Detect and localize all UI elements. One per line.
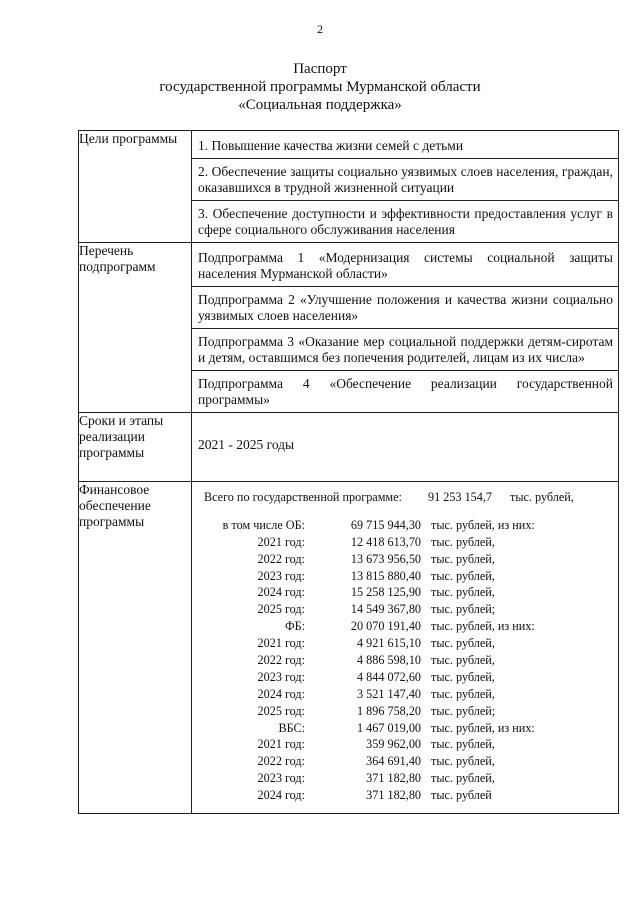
subprograms-label: Перечень подпрограмм [79,243,192,413]
finance-total-label: Всего по государственной программе: [204,490,402,504]
goal-item: 3. Обеспечение доступности и эффективности предоставления услуг в сфере социального обслуживания населения [192,200,618,242]
page-number: 2 [317,22,323,36]
finance-row-label: 2023 год: [257,771,305,786]
goals-row [79,131,619,243]
finance-row-item [198,652,612,669]
subprogram-item: Подпрограмма 1 «Модернизация системы социальной защиты населения Мурманской области» [198,250,613,281]
goal-item: 2. Обеспечение защиты социально уязвимых слоев населения, граждан, оказавшихся в трудной жизненной ситуации [192,158,618,200]
finance-row-item [198,618,612,635]
finance-row-value: 4 844 072,60 [357,669,421,684]
subprogram-item: Подпрограмма 4 «Обеспечение реализации государственной программы» [192,370,618,412]
finance-row-value: 364 691,40 [366,754,421,769]
finance-row-unit: тыс. рублей, [431,585,495,600]
finance-row-value: 13 815 880,40 [350,568,421,583]
finance-row-label: 2023 год: [257,568,305,583]
subprograms-row [79,243,619,413]
finance-row-unit: тыс. рублей, [431,551,495,566]
document-title [0,60,640,114]
finance-row-unit: тыс. рублей, [431,636,495,651]
finance-row-value: 14 549 367,80 [350,602,421,617]
finance-row-unit: тыс. рублей, из них: [431,720,535,735]
finance-row-unit: тыс. рублей, [431,771,495,786]
finance-total-value: 91 253 154,7 [428,490,492,504]
subprogram-item: Подпрограмма 3 «Оказание мер социальной поддержки детям-сиротам и детям, оставшимся без попечения родителей, лицам из их числа» [192,328,618,370]
finance-row-label: 2024 год: [257,686,305,701]
finance-row-label: 2021 год: [257,737,305,752]
finance-row-value: 69 715 944,30 [350,517,421,532]
finance-row-value: 12 418 613,70 [350,534,421,549]
finance-total [198,489,612,506]
title-line-3: «Социальная поддержка» [238,97,402,113]
subprograms-cell [192,243,619,413]
finance-row-unit: тыс. рублей, [431,534,495,549]
finance-row-value: 4 921 615,10 [357,636,421,651]
finance-row-item [198,534,612,551]
finance-row-unit: тыс. рублей; [431,602,496,617]
finance-content [192,482,618,813]
finance-row-unit: тыс. рублей, из них: [431,619,535,634]
finance-row-item [198,669,612,686]
finance-row-unit: тыс. рублей [431,788,492,803]
finance-row-unit: тыс. рублей, [431,653,495,668]
finance-row-label: 2024 год: [257,585,305,600]
finance-row-unit: тыс. рублей, [431,754,495,769]
finance-row-item [198,753,612,770]
finance-row-label: ФБ: [284,619,305,634]
finance-row-label: в том числе ОБ: [222,517,305,532]
finance-row-unit: тыс. рублей, [431,568,495,583]
finance-row-item [198,635,612,652]
finance-row-item [198,551,612,568]
finance-row-value: 20 070 191,40 [350,619,421,634]
finance-row-label: 2024 год: [257,788,305,803]
finance-row-label: 2025 год: [257,602,305,617]
finance-label: Финансовое обеспечение программы [79,482,192,814]
finance-cell [192,482,619,814]
goals-label: Цели программы [79,131,192,243]
finance-row [79,482,619,814]
finance-breakdown [198,517,612,804]
finance-row-value: 1 467 019,00 [357,720,421,735]
finance-row-value: 15 258 125,90 [350,585,421,600]
passport-table [78,130,619,814]
finance-row-label: 2021 год: [257,534,305,549]
terms-row [79,413,619,482]
finance-row-item [198,787,612,804]
finance-row-value: 4 886 598,10 [357,653,421,668]
finance-row-item [198,568,612,585]
finance-row-value: 371 182,80 [366,788,421,803]
finance-row-item [198,736,612,753]
finance-row-value: 1 896 758,20 [357,703,421,718]
finance-row-value: 359 962,00 [366,737,421,752]
title-line-1: Паспорт [293,61,347,77]
finance-row-item [198,720,612,737]
terms-cell [192,413,619,482]
subprogram-item: Подпрограмма 2 «Улучшение положения и качества жизни социально уязвимых слоев населения» [192,286,618,328]
finance-row-unit: тыс. рублей; [431,703,496,718]
finance-row-label: 2022 год: [257,551,305,566]
terms-value: 2021 - 2025 годы [198,437,295,452]
finance-row-unit: тыс. рублей, [431,737,495,752]
finance-row-label: ВБС: [278,720,305,735]
goals-cell [192,131,619,243]
finance-row-item [198,584,612,601]
finance-row-unit: тыс. рублей, из них: [431,517,535,532]
title-line-2: государственной программы Мурманской области [159,79,481,95]
finance-row-unit: тыс. рублей, [431,686,495,701]
goal-item: 1. Повышение качества жизни семей с детьми [198,138,464,153]
finance-row-value: 371 182,80 [366,771,421,786]
finance-row-label: 2022 год: [257,653,305,668]
finance-row-item [198,686,612,703]
finance-row-item [198,601,612,618]
finance-row-label: 2022 год: [257,754,305,769]
finance-row-unit: тыс. рублей, [431,669,495,684]
finance-row-value: 3 521 147,40 [357,686,421,701]
finance-row-label: 2021 год: [257,636,305,651]
finance-row-label: 2025 год: [257,703,305,718]
finance-total-unit: тыс. рублей, [510,490,574,504]
finance-row-value: 13 673 956,50 [350,551,421,566]
finance-row-item [198,770,612,787]
terms-label: Сроки и этапы реализации программы [79,413,192,482]
finance-row-label: 2023 год: [257,669,305,684]
finance-row-item [198,703,612,720]
finance-row-item [198,517,612,534]
